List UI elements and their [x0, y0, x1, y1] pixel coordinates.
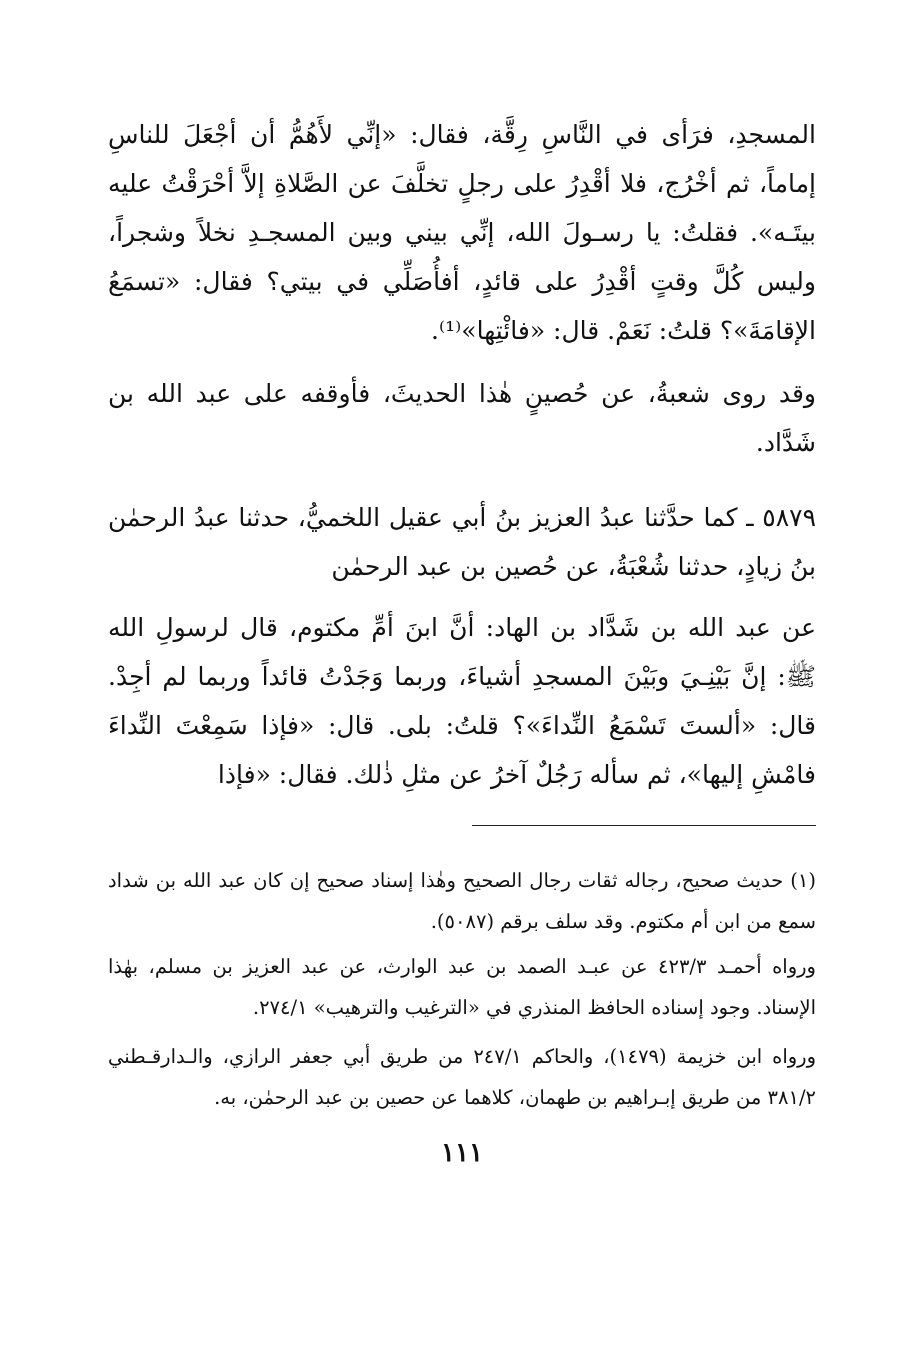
footnote-1: (١) حديث صحيح، رجاله ثقات رجال الصحيح وهٰذا إسناد صحيح إن كان عبد الله بن شداد سمع من ابن أم مكتوم. وقد سلف برقم (٥٠٨٧).: [108, 869, 816, 933]
paragraph-2: وقد روى شعبةُ، عن حُصينٍ هٰذا الحديثَ، فأوقفه على عبد الله بن شَدَّاد.: [108, 379, 816, 457]
footnote-3: ورواه ابن خزيمة (١٤٧٩)، والحاكم ٢٤٧/١ من طريق أبي جعفر الرازي، والـدارقـطني ٣٨١/٢ من طريق إبـراهيم بن طهمان، كلاهما عن حصين بن عبد الرحمٰن، به.: [108, 1045, 816, 1109]
page-number: ١١١: [441, 1138, 483, 1168]
footnotes: [108, 860, 816, 1118]
main-text: [108, 110, 816, 799]
paragraph-1: المسجدِ، فرَأى في النَّاسِ رِقَّة، فقال: «إنِّي لأَهُمُّ أن أجْعَلَ للناسِ إماماً، ثم أخْرُج، فلا أقْدِرُ على رجلٍ تخلَّفَ عن الصَّلاةِ إلاَّ أحْرَقْتُ عليه بيتَـه». فقلتُ: يا رسـولَ الله، إنِّي بيني وبين المسجـدِ نخلاً وشجراً، وليس كُلَّ وقتٍ أقْدِرُ على قائدٍ، أفأُصَلِّي في بيتي؟ فقال: «تسمَعُ الإقامَةَ»؟ قلتُ: نَعَمْ. قال: «فائْتِها»⁽¹⁾.: [108, 120, 816, 345]
hadith-5879-matn: عن عبد الله بن شَدَّاد بن الهاد: أنَّ ابنَ أمِّ مكتوم، قال لرسولِ الله ﷺ: إنَّ بَيْنِـيَ وبَيْنَ المسجدِ أشياءَ، وربما وَجَدْتُ قائداً وربما لم أجِدْ. قال: «ألستَ تَسْمَعُ النِّداءَ»؟ قلتُ: بلى. قال: «فإذا سَمِعْتَ النِّداءَ فامْشِ إليها»، ثم سأله رَجُلٌ آخرُ عن مثلِ ذٰلك. فقال: «فإذا: [108, 613, 816, 789]
hadith-5879-isnad: ٥٨٧٩ ـ كما حدَّثنا عبدُ العزيز بنُ أبي عقيل اللخميُّ، حدثنا عبدُ الرحمٰن بنُ زيادٍ، حدثنا شُعْبَةُ، عن حُصين بن عبد الرحمٰن: [108, 503, 816, 581]
footnote-2: ورواه أحمـد ٤٢٣/٣ عن عبـد الصمد بن عبد الوارث، عن عبد العزيز بن مسلم، بهٰذا الإسناد. وجود إسناده الحافظ المنذري في «الترغيب والترهيب» ٢٧٤/١.: [108, 955, 816, 1019]
footnote-separator: [472, 825, 816, 826]
